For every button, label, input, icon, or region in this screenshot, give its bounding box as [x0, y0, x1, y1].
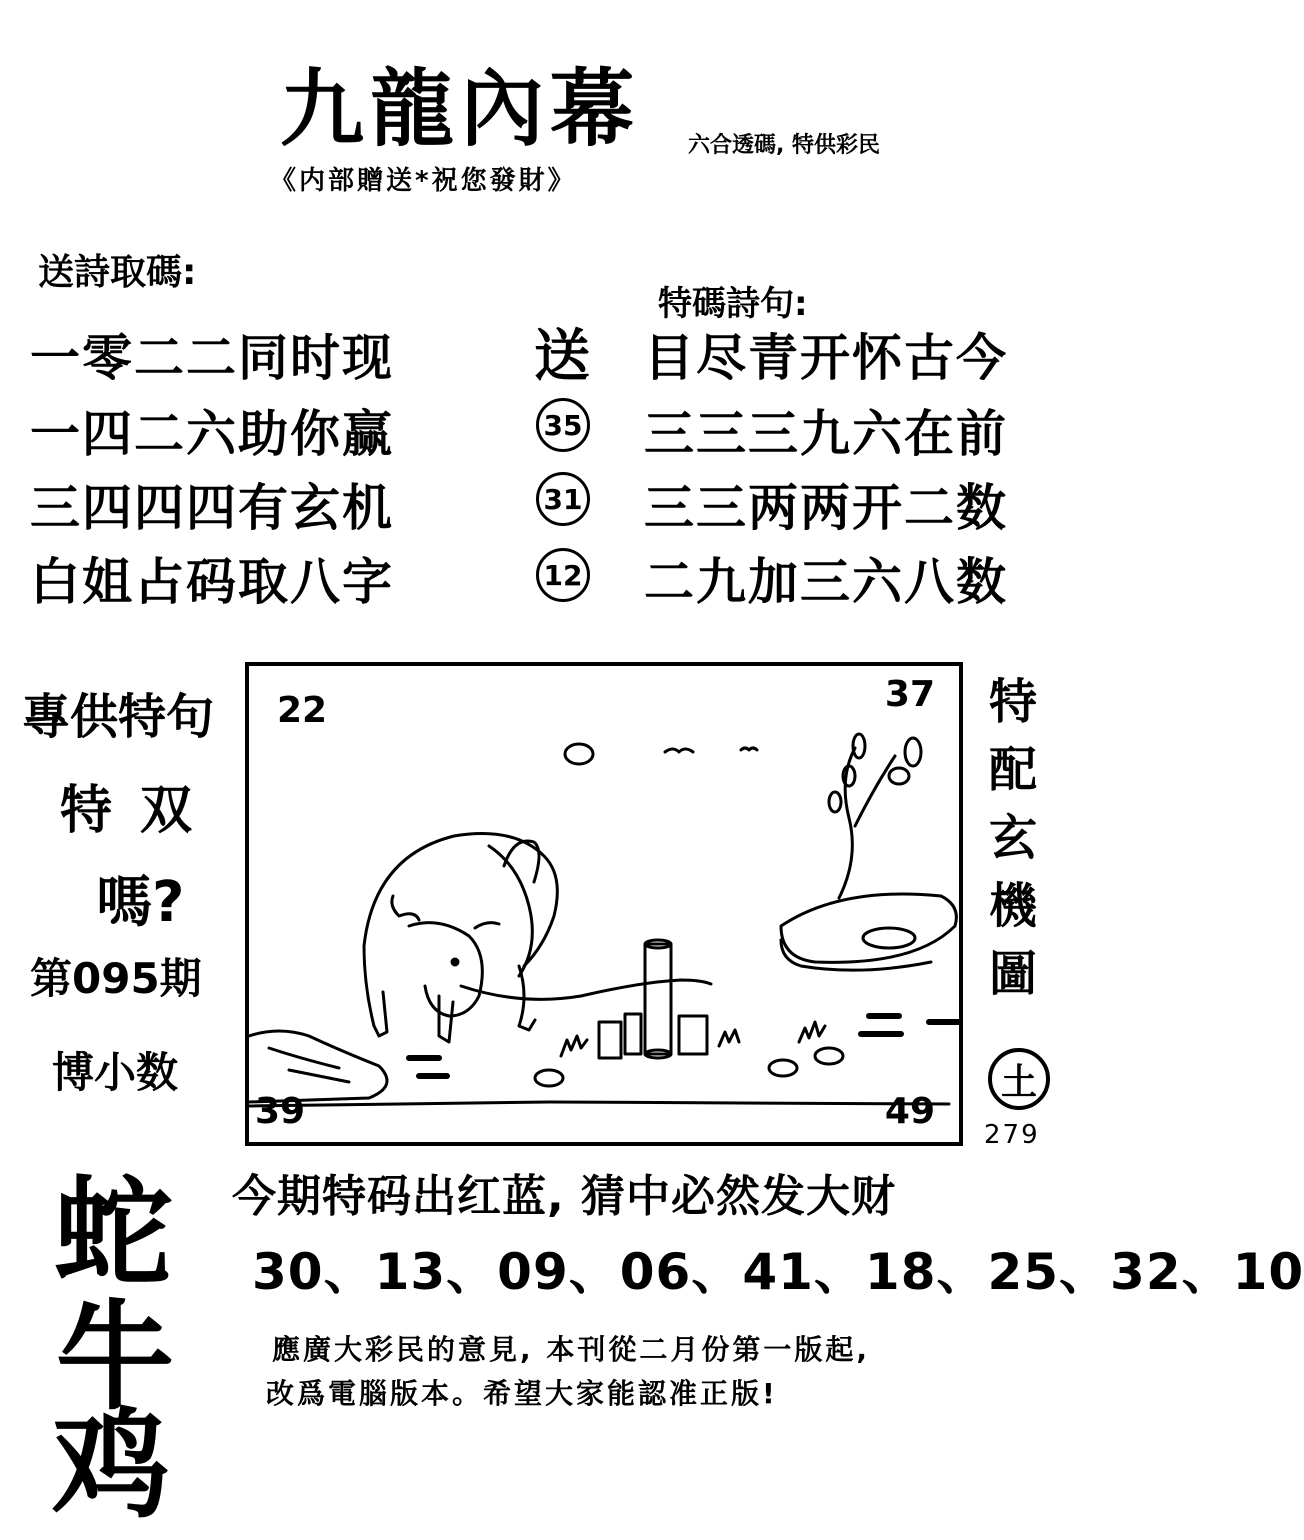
special-line-1: 特双 [60, 781, 221, 841]
corner-number-bottom-left: 39 [255, 1091, 306, 1132]
left-poem-line: 一零二二同时现 [30, 329, 394, 387]
issue-number: 第095期 [30, 954, 202, 1003]
left-poem-line: 一四二六助你赢 [30, 405, 394, 463]
left-poem-line: 三四四四有玄机 [30, 479, 394, 537]
corner-number-bottom-right: 49 [884, 1091, 935, 1132]
gift-number: 35 [536, 398, 590, 452]
right-poem-label: 特碼詩句: [658, 284, 808, 324]
gift-char: 送 [534, 324, 590, 389]
notice-line-2: 改爲電腦版本。希望大家能認准正版! [266, 1377, 778, 1410]
headline: 今期特码出红蓝, 猜中必然发大财 [232, 1171, 897, 1222]
special-label: 專供特句 [22, 689, 215, 745]
right-poem-line: 二九加三六八数 [644, 553, 1008, 611]
zodiac-2: 牛 [56, 1287, 175, 1426]
special-tip: 博小数 [52, 1048, 179, 1097]
corner-number-top-left: 22 [277, 690, 328, 731]
right-poem-line: 三三两两开二数 [644, 479, 1008, 537]
corner-number-top-right: 37 [884, 674, 935, 715]
zodiac-1: 蛇 [54, 1163, 173, 1302]
left-poem-line: 白姐占码取八字 [30, 553, 394, 611]
number-list: 30、13、09、06、41、18、25、32、10 [252, 1243, 1304, 1301]
side-vertical-text: 特配玄機圖 [988, 674, 1037, 1002]
gift-number: 31 [536, 472, 590, 526]
subtitle: 《内部贈送*祝您發財》 [270, 166, 577, 196]
notice-line-1: 應廣大彩民的意見, 本刊從二月份第一版起, [272, 1333, 871, 1366]
element-badge: 土 [988, 1048, 1050, 1110]
right-poem-line: 三三三九六在前 [644, 405, 1008, 463]
gift-number: 12 [536, 548, 590, 602]
tagline: 六合透碼, 特供彩民 [688, 133, 881, 158]
page-title: 九龍內幕 [280, 59, 641, 158]
cow-illustration [249, 666, 959, 1142]
code-number: 279 [984, 1120, 1040, 1150]
special-line-2: 嗎? [96, 870, 185, 935]
illustration-frame [245, 662, 963, 1146]
zodiac-3: 鸡 [52, 1395, 171, 1534]
right-poem-line: 目尽青开怀古今 [644, 329, 1008, 387]
left-poem-label: 送詩取碼: [38, 252, 197, 293]
